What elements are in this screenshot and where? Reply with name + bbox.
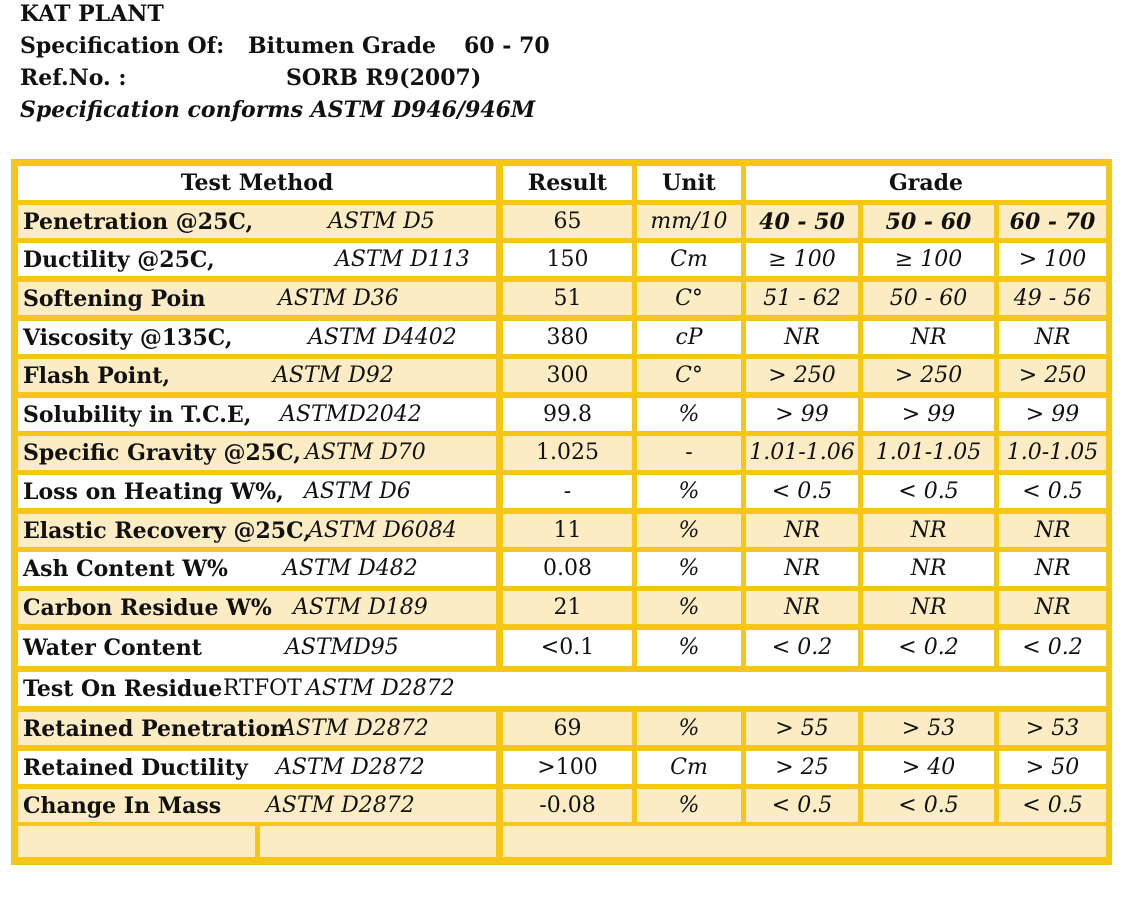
table-cell-unit: cP [637,321,741,354]
table-cell-grade-2: NR [863,514,994,547]
table-cell-grade-3: NR [999,514,1106,547]
table-row-method [18,205,496,238]
table-cell-grade-2: > 99 [863,398,994,431]
test-standard: ASTM D6 [304,478,411,504]
table-cell-unit: % [637,712,741,745]
table-cell-grade-2: < 0.5 [863,475,994,508]
table-cell-grade-3: 60 - 70 [999,205,1106,238]
table-cell-grade-2: NR [863,591,994,624]
table-row-method [18,359,496,392]
table-cell-grade-2: > 250 [863,359,994,392]
table-cell-grade-1: > 99 [746,398,858,431]
table-row-method [18,243,496,276]
ref-label: Ref.No. : [20,65,127,91]
test-name: Ductility @25C, [23,246,215,273]
test-name: Retained Ductility [23,754,248,781]
residue-heading-standard: ASTM D2872 [306,676,455,701]
residue-heading-row [18,672,1106,706]
test-name: Softening Poin [23,285,206,312]
table-cell-grade-1: < 0.5 [746,475,858,508]
test-standard: ASTM D482 [283,556,418,581]
table-cell-result: -0.08 [503,789,632,822]
table-cell-grade-1: NR [746,552,858,586]
table-cell-result: 300 [503,359,632,392]
table-row-method [18,282,496,315]
residue-row-method [18,789,496,822]
table-cell-result: 380 [503,321,632,354]
table-cell-grade-3: NR [999,552,1106,586]
test-name: Ash Content W% [23,556,228,582]
table-cell-grade-2: NR [863,552,994,586]
test-standard: ASTM D2872 [280,715,429,741]
table-cell-unit: % [637,630,741,666]
table-cell-grade-1: NR [746,321,858,354]
table-cell-result: 1.025 [503,436,632,470]
test-name: Viscosity @135C, [23,324,233,351]
test-standard: ASTM D70 [305,440,426,465]
test-name: Retained Penetration [23,715,287,742]
table-row-method [18,398,496,431]
table-cell-grade-3: > 50 [999,751,1106,784]
test-standard: ASTM D113 [335,246,470,272]
table-cell-result: 0.08 [503,552,632,586]
table-cell-grade-1: 51 - 62 [746,282,858,315]
test-standard: ASTM D189 [293,594,428,620]
test-standard: ASTMD2042 [280,401,422,427]
conformance-note: Specification conforms ASTM D946/946M [20,97,536,123]
table-cell-grade-1: > 25 [746,751,858,784]
table-cell-grade-1: < 0.5 [746,789,858,822]
test-name: Change In Mass [23,792,222,819]
table-cell-grade-1: ≥ 100 [746,243,858,276]
table-row-method [18,552,496,586]
test-standard: ASTM D4402 [308,324,457,350]
table-cell-grade-2: 1.01-1.05 [863,436,994,470]
table-cell-unit: % [637,475,741,508]
table-cell-unit: Cm [637,751,741,784]
table-cell-unit: Cm [637,243,741,276]
spec-label: Specification Of: [20,33,225,59]
specification-table [11,159,1112,865]
table-cell-grade-3: < 0.5 [999,475,1106,508]
test-standard: ASTMD95 [285,635,399,660]
residue-heading-rtfot: RTFOT [223,676,302,701]
table-cell-result: 65 [503,205,632,238]
table-cell-grade-3: NR [999,591,1106,624]
footer-empty-cell-3 [503,826,1106,857]
header-grade: Grade [746,166,1106,200]
table-cell-grade-3: < 0.2 [999,630,1106,666]
table-cell-result: 51 [503,282,632,315]
footer-empty-cell-2 [260,826,496,857]
table-cell-unit: % [637,789,741,822]
table-cell-unit: % [637,398,741,431]
table-cell-grade-2: NR [863,321,994,354]
test-name: Carbon Residue W% [23,594,272,621]
table-cell-grade-1: 1.01-1.06 [746,436,858,470]
table-cell-grade-3: > 250 [999,359,1106,392]
table-cell-grade-1: NR [746,591,858,624]
table-cell-grade-3: > 53 [999,712,1106,745]
table-row-method [18,591,496,624]
test-name: Loss on Heating W%, [23,478,284,505]
table-row-method [18,321,496,354]
table-cell-grade-2: > 40 [863,751,994,784]
table-cell-grade-2: > 53 [863,712,994,745]
table-row-method [18,475,496,508]
ref-value: SORB R9(2007) [286,65,482,91]
residue-row-method [18,751,496,784]
residue-row-method [18,712,496,745]
test-standard: ASTM D5 [328,208,435,234]
spec-grade: 60 - 70 [464,33,550,59]
test-name: Elastic Recovery @25C, [23,517,311,544]
table-cell-grade-2: ≥ 100 [863,243,994,276]
table-cell-result: 99.8 [503,398,632,431]
header-test-method: Test Method [18,166,496,200]
table-cell-unit: % [637,591,741,624]
test-standard: ASTM D2872 [276,754,425,780]
table-cell-grade-3: > 100 [999,243,1106,276]
table-cell-grade-1: > 55 [746,712,858,745]
table-cell-grade-3: < 0.5 [999,789,1106,822]
table-cell-unit: mm/10 [637,205,741,238]
header-result: Result [503,166,632,200]
table-cell-result: - [503,475,632,508]
plant-name: KAT PLANT [20,1,164,27]
test-standard: ASTM D36 [278,285,399,311]
table-cell-unit: % [637,514,741,547]
test-name: Flash Point, [23,362,171,389]
table-cell-grade-1: < 0.2 [746,630,858,666]
table-cell-grade-1: NR [746,514,858,547]
spec-value: Bitumen Grade [248,33,437,59]
table-cell-result: 150 [503,243,632,276]
table-cell-result: 69 [503,712,632,745]
test-standard: ASTM D2872 [266,792,415,818]
table-cell-grade-2: < 0.5 [863,789,994,822]
test-name: Penetration @25C, [23,208,254,235]
table-cell-unit: C° [637,282,741,315]
test-name: Solubility in T.C.E, [23,401,252,428]
table-cell-grade-3: 49 - 56 [999,282,1106,315]
test-standard: ASTM D92 [273,362,394,388]
table-row-method [18,630,496,666]
table-cell-grade-2: 50 - 60 [863,282,994,315]
residue-heading-name: Test On Residue [23,676,223,702]
table-cell-grade-3: > 99 [999,398,1106,431]
table-row-method [18,514,496,547]
table-cell-result: 21 [503,591,632,624]
table-cell-grade-3: NR [999,321,1106,354]
table-cell-grade-1: > 250 [746,359,858,392]
table-cell-result: <0.1 [503,630,632,666]
test-name: Specific Gravity @25C, [23,440,301,466]
table-cell-grade-2: < 0.2 [863,630,994,666]
table-cell-unit: % [637,552,741,586]
table-cell-unit: - [637,436,741,470]
table-row-method [18,436,496,470]
test-standard: ASTM D6084 [308,517,457,543]
table-cell-grade-3: 1.0-1.05 [999,436,1106,470]
table-cell-unit: C° [637,359,741,392]
table-cell-grade-1: 40 - 50 [746,205,858,238]
footer-empty-cell-1 [18,826,255,857]
table-cell-result: 11 [503,514,632,547]
table-cell-result: >100 [503,751,632,784]
test-name: Water Content [23,635,202,661]
table-cell-grade-2: 50 - 60 [863,205,994,238]
header-unit: Unit [637,166,741,200]
